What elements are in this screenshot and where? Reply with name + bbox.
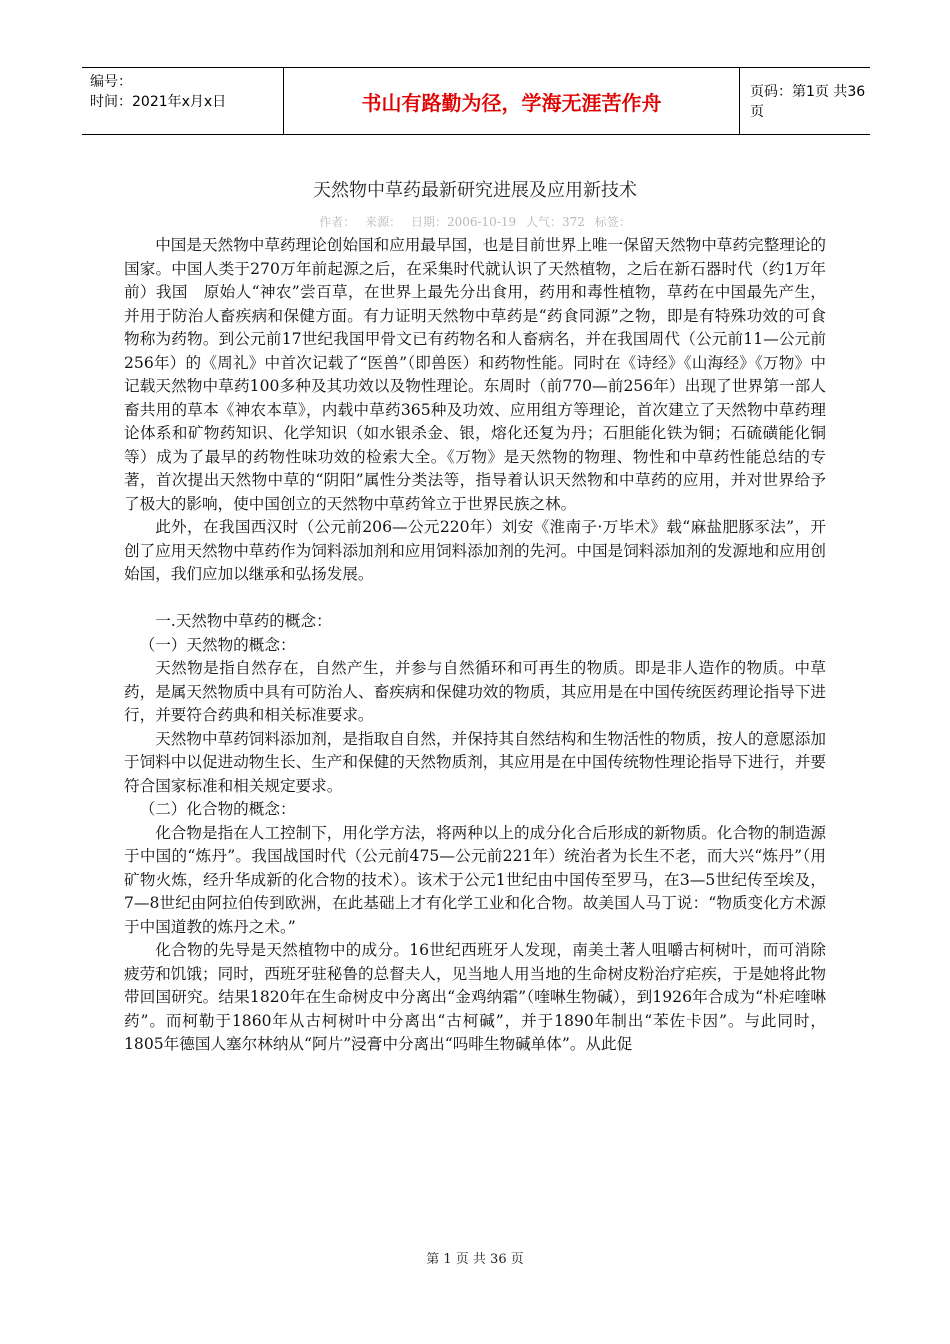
article-title: 天然物中草药最新研究进展及应用新技术 xyxy=(313,180,637,201)
body-paragraph: 天然物中草药饲料添加剂，是指取自自然，并保持其自然结构和生物活性的物质，按人的意愿添加于饲料中以促进动物生长、生产和保健的天然物质剂，其应用是在中国传统物性理论指导下进行，并要符合国家标准和相关规定要求。 xyxy=(124,729,826,795)
meta-author: 作者： xyxy=(319,215,356,229)
subsection-heading: （一）天然物的概念： xyxy=(139,635,296,654)
header-table xyxy=(82,67,870,135)
body-paragraph: 化合物的先导是天然植物中的成分。16世纪西班牙人发现，南美土著人咀嚼古柯树叶，而可消除疲劳和饥饿；同时，西班牙驻秘鲁的总督夫人，见当地人用当地的生命树皮粉治疗疟疾，于是她将此物带回国研究。结果1820年在生命树皮中分离出“金鸡纳霜”（喹啉生物碱），到1926年合成为“朴疟喹啉药”。而柯勒于1860年从古柯树叶中分离出“古柯碱”，并于1890年制出“苯佐卡因”。与此同时，1805年德国人塞尔林纳从“阿片”浸膏中分离出“吗啡生物碱单体”。从此促 xyxy=(124,941,826,1053)
body-paragraph: 中国是天然物中草药理论创始国和应用最早国，也是目前世界上唯一保留天然物中草药完整理论的国家。中国人类于270万年前起源之后，在采集时代就认识了天然植物，之后在新石器时代（约1万年前）我国 原始人“神农”尝百草，在世界上最先分出食用，药用和毒性植物，草药在中国最先产生，并用于防治人畜疾病和保健方面。有力证明天然物中草药是“药食同源”之物，即是有特殊功效的可食物称为药物。到公元前17世纪我国甲骨文已有药物名和人畜病名，并在我国周代（公元前11—公元前256年）的《周礼》中首次记载了“医兽”（即兽医）和药物性能。同时在《诗经》《山海经》《万物》中记载天然物中草药100多种及其功效以及物性理论。东周时（前770—前256年）出现了世界第一部人畜共用的草本《神农本草》，内载中草药365种及功效、应用组方等理论，首次建立了天然物中草药理论体系和矿物药知识、化学知识（如水银杀金、银，熔化还复为丹；石胆能化铁为铜；石硫磺能化铜等）成为了最早的药物性味功效的检索大全。《万物》是天然物的物理、物性和中草药性能总结的专著，首次提出天然物中草的“阴阳”属性分类法等，指导着认识天然物和中草药的应用，并对世界给予了极大的影响，使中国创立的天然物中草药耸立于世界民族之林。 xyxy=(124,236,826,513)
article-meta xyxy=(0,213,950,230)
header-info-cell xyxy=(82,68,284,134)
page-footer: 第 1 页 共 36 页 xyxy=(426,1252,524,1267)
meta-views: 人气：372 xyxy=(525,215,585,229)
meta-date: 日期：2006-10-19 xyxy=(410,215,517,229)
document-number-label: 编号： xyxy=(90,74,132,90)
body-paragraph: 化合物是指在人工控制下，用化学方法，将两种以上的成分化合后形成的新物质。化合物的制造源于中国的“炼丹”。我国战国时代（公元前475—公元前221年）统治者为长生不老，而大兴“炼丹”（用矿物火炼，经升华成新的化合物的技术）。该术于公元1世纪由中国传至罗马，在3—5世纪传至埃及，7—8世纪由阿拉伯传到欧洲，在此基础上才有化学工业和化合物。故美国人马丁说：“物质变化方术源于中国道教的炼丹之术。” xyxy=(124,823,826,936)
body-paragraph: 天然物是指自然存在，自然产生，并参与自然循环和可再生的物质。即是非人造作的物质。中草药，是属天然物质中具有可防治人、畜疾病和保健功效的物质，其应用是在中国传统医药理论指导下进行，并要符合药典和相关标准要求。 xyxy=(124,659,826,724)
document-date-label: 时间：2021年x月x日 xyxy=(90,94,227,110)
meta-source: 来源： xyxy=(365,215,402,229)
body-paragraph: 此外，在我国西汉时（公元前206—公元220年）刘安《淮南子·万毕术》载“麻盐肥豚豕法”，开创了应用天然物中草药作为饲料添加剂和应用饲料添加剂的先河。中国是饲料添加剂的发源地和应用创始国，我们应加以继承和弘扬发展。 xyxy=(124,518,826,583)
article-body xyxy=(124,234,826,1057)
header-motto: 书山有路勤为径，学海无涯苦作舟 xyxy=(284,68,740,134)
subsection-heading: （二）化合物的概念： xyxy=(139,800,296,818)
header-page-info: 页码：第1页 共36页 xyxy=(750,84,866,120)
section-heading: 一.天然物中草药的概念： xyxy=(155,612,332,630)
meta-tags: 标签： xyxy=(594,215,631,229)
